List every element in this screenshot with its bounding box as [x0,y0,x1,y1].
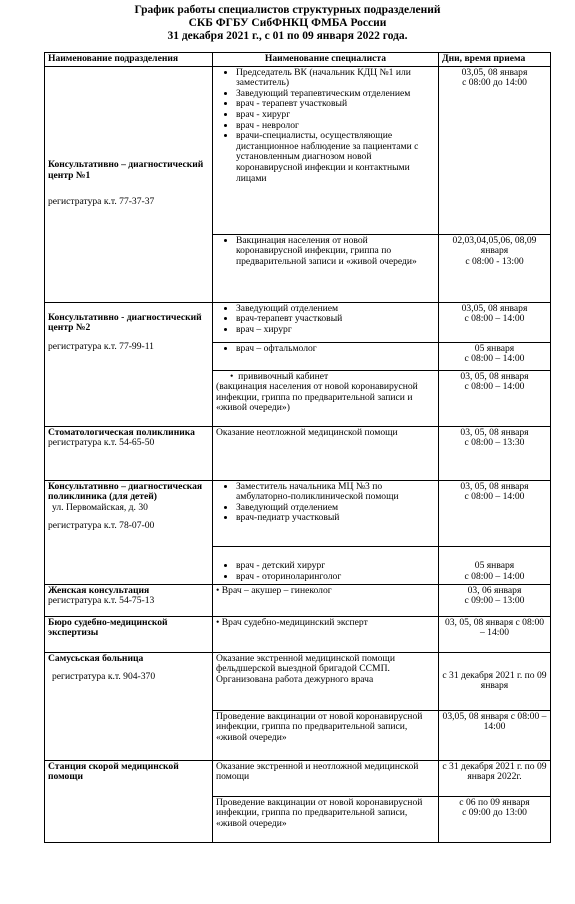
days-cell [439,66,551,234]
dept-cell-ambulance [45,760,213,842]
table-row [45,302,551,342]
dept-cell-stom [45,426,213,480]
specialist-cell: • Врач судебно-медицинский эксперт [213,616,439,652]
dept-name: Стоматологическая поликлиника [48,426,195,438]
title-line-3: 31 декабря 2021 г., с 01 по 09 января 2022 года. [167,30,408,42]
dept-cell-kdp [45,480,213,584]
list-item: • врачи-специалисты, осуществляющие дистанционное наблюдение за пациентами с установленным диагнозом новой коронавирусной инфекции и контактными лицами [236,131,435,184]
days-cell [439,546,551,584]
table-row [45,760,551,796]
time-text: с 08:00 – 14:00 [464,381,525,393]
dept-name: Консультативно – диагностическая поликлиника (для детей) [48,480,203,503]
specialist-cell [213,480,439,546]
dept-phone: регистратура к.т. 904-370 [52,671,156,683]
list-item: • врач - детский хирург [236,561,435,572]
dept-address: ул. Первомайская, д. 30 [52,501,148,513]
table-row [45,66,551,234]
list-item: • врач - терапевт участковый [236,99,435,110]
specialist-cell [213,546,439,584]
document-title [0,4,575,43]
days-cell [439,370,551,426]
specialist-cell [213,302,439,342]
time-text: с 08:00 - 13:00 [465,255,524,267]
specialist-cell [213,66,439,234]
days-cell [439,584,551,616]
days-text: 05 января [474,560,515,572]
days-text: 03,05, 08 января [461,66,528,78]
dept-cell-women [45,584,213,616]
specialist-cell: Оказание неотложной медицинской помощи [213,426,439,480]
specialist-cell: Проведение вакцинации от новой коронавирусной инфекции, гриппа по предварительной записи, «живой очереди» [213,796,439,842]
days-cell [439,342,551,370]
days-text: 05 января [474,342,515,354]
schedule-table [44,52,551,843]
dept-name: Консультативно – диагностический центр №1 [48,159,204,181]
time-text: с 08:00 – 14:00 [464,571,525,582]
header-row [45,53,551,67]
list-item: • врач - хирург [236,110,435,121]
days-cell [439,796,551,842]
list-item: • врач-терапевт участковый [236,314,435,325]
dept-name: Женская консультация [48,584,150,596]
specialist-cell: Оказание экстренной медицинской помощи фельдшерской выездной бригадой ССМП. Организована работа дежурного врача [213,652,439,710]
table-row [45,652,551,710]
days-text: 03, 06 января [467,584,522,596]
specialist-cell: Проведение вакцинации от новой коронавирусной инфекции, гриппа по предварительной записи, «живой очереди» [213,710,439,760]
time-text: с 08:00 – 14:00 [464,491,525,503]
specialist-cell: • Врач – акушер – гинеколог [213,584,439,616]
specialist-cell [213,234,439,302]
dept-name: Станция скорой медицинской помощи [48,760,179,783]
dept-phone: регистратура к.т. 77-99-11 [48,340,154,352]
days-text: с 06 по 09 января [459,796,530,808]
specialist-cell [213,370,439,426]
list-item-detail: (вакцинация населения от новой коронавирусной инфекции, гриппа по предварительной записи и «живой очереди») [216,381,418,414]
time-text: с 08:00 – 14:00 [464,353,525,365]
specialist-cell: Оказание экстренной и неотложной медицинской помощи [213,760,439,796]
days-text: 03,05, 08 января [461,302,528,314]
header-department: Наименование подразделения [45,53,213,67]
list-item-text: Врач судебно-медицинский эксперт [221,616,368,628]
time-text: с 09:00 до 13:00 [462,807,527,819]
list-item-text: прививочный кабинет [238,370,329,382]
dept-name: Бюро судебно-медицинской экспертизы [48,616,168,639]
dept-cell-samus [45,652,213,760]
header-days-time: Дни, время приема [439,53,551,67]
list-item: • Заведующий терапевтическим отделением [236,89,435,100]
dept-phone: регистратура к.т. 78-07-00 [48,520,155,532]
dept-name: Консультативно - диагностический центр №2 [48,311,202,334]
specialist-cell [213,342,439,370]
days-text: 03, 05, 08 января [460,370,529,382]
dept-phone: регистратура к.т. 54-65-50 [48,437,155,449]
header-specialist: Наименование специалиста [213,53,439,67]
dept-name: Самусьская больница [48,652,144,664]
days-cell: 03,05, 08 января с 08:00 – 14:00 [439,710,551,760]
days-text: 03, 05, 08 января [460,480,529,492]
list-item: • Заведующий отделением [236,503,435,514]
title-line-2: СКБ ФГБУ СибФНКЦ ФМБА России [188,17,387,29]
schedule-table-wrapper [44,52,550,843]
table-row [45,616,551,652]
title-line-1: График работы специалистов структурных подразделений [134,4,441,16]
days-cell: с 31 декабря 2021 г. по 09 января [439,652,551,710]
time-text: с 08:00 – 14:00 [464,313,525,325]
dept-phone: регистратура к.т. 77-37-37 [48,196,155,208]
table-row [45,480,551,546]
list-item: • Заведующий отделением [236,304,435,315]
list-item: • врач - невролог [236,121,435,132]
table-row [45,584,551,616]
dept-cell-kdc1 [45,66,213,302]
time-text: с 09:00 – 13:00 [464,595,525,607]
list-item: • Председатель ВК (начальник КДЦ №1 или заместитель) [236,68,435,89]
days-cell [439,426,551,480]
list-item: • врач – хирург [236,325,435,336]
dept-cell-kdc2 [45,302,213,426]
list-item-text: Врач – акушер – гинеколог [221,584,332,596]
list-item: • врач-педиатр участковый [236,513,435,524]
days-cell [439,234,551,302]
time-text: с 08:00 – 13:30 [464,437,525,449]
days-text: 02,03,04,05,06, 08,09 января [452,234,537,257]
list-item: • Заместитель начальника МЦ №3 по амбулаторно-поликлинической помощи [236,482,435,503]
days-cell: 03, 05, 08 января с 08:00 – 14:00 [439,616,551,652]
days-cell [439,480,551,546]
dept-cell-forensic [45,616,213,652]
list-item: • прививочный кабинет [230,370,329,382]
list-item: • врач – офтальмолог [236,344,435,355]
list-item: • врач - оториноларинголог [236,572,435,583]
days-cell: с 31 декабря 2021 г. по 09 января 2022г. [439,760,551,796]
table-row [45,426,551,480]
time-text: с 08:00 до 14:00 [462,77,527,89]
dept-phone: регистратура к.т. 54-75-13 [48,595,155,607]
days-text: 03, 05, 08 января [460,426,529,438]
list-item: • Вакцинация населения от новой коронавирусной инфекции, гриппа по предварительной записи и «живой очереди» [236,236,435,268]
days-cell [439,302,551,342]
